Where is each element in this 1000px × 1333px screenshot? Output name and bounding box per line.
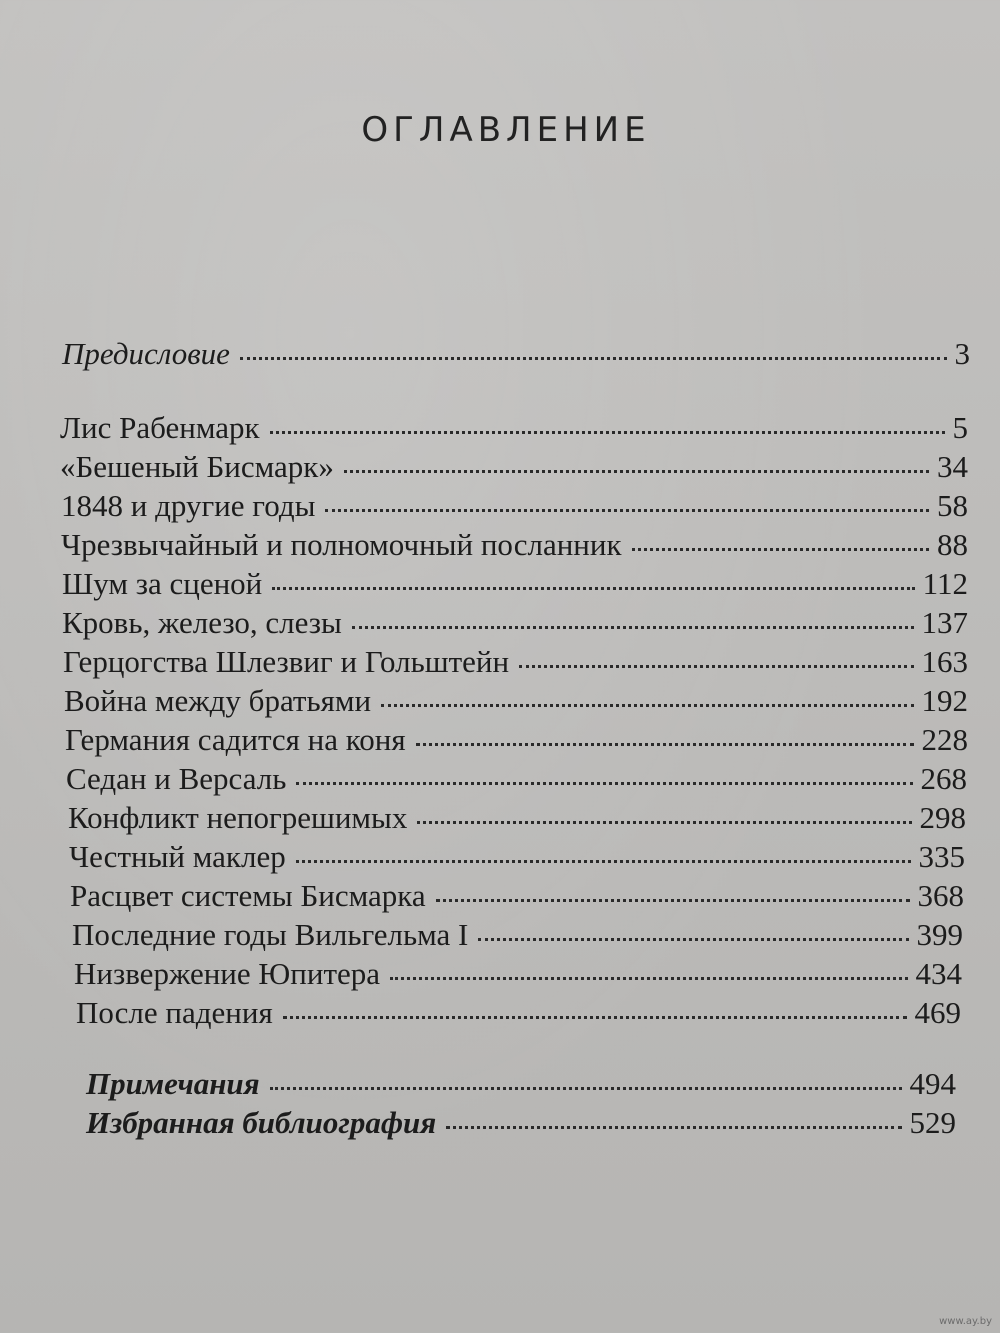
toc-entry <box>69 841 965 880</box>
toc-entry <box>76 997 961 1036</box>
toc-entry-title: Избранная библиография <box>86 1105 437 1140</box>
toc-entry-title: «Бешеный Бисмарк» <box>60 449 334 484</box>
dot-leader <box>283 1016 907 1019</box>
dot-leader <box>240 357 947 360</box>
toc-entry-title: Последние годы Вильгельма I <box>72 917 469 952</box>
dot-leader <box>446 1126 901 1129</box>
dot-leader <box>390 977 907 980</box>
appendix-group <box>86 1068 956 1146</box>
toc-entry-page: 399 <box>916 917 963 952</box>
toc-entry <box>70 880 964 919</box>
toc-entry-page: 469 <box>914 995 961 1030</box>
toc-entry-bibliography <box>86 1107 956 1146</box>
toc-heading: ОГЛАВЛЕНИЕ <box>361 110 651 150</box>
toc-entry-page: 494 <box>909 1066 956 1101</box>
toc-entry <box>60 451 968 490</box>
toc-entry-page: 3 <box>954 336 970 371</box>
toc-entry <box>65 724 968 763</box>
toc-entry <box>72 919 963 958</box>
dot-leader <box>352 626 914 629</box>
toc-entry-page: 335 <box>918 839 965 874</box>
toc-entry <box>68 802 966 841</box>
toc-entry-title: Кровь, железо, слезы <box>62 605 342 640</box>
toc-entry-title: После падения <box>76 995 273 1030</box>
toc-entry <box>62 568 968 607</box>
toc-entry-page: 529 <box>909 1105 956 1140</box>
toc-entry-title: Примечания <box>86 1066 260 1101</box>
dot-leader <box>296 782 912 785</box>
dot-leader <box>296 860 911 863</box>
toc-entry <box>62 607 968 646</box>
toc-entry-title: Низвержение Юпитера <box>74 956 381 991</box>
chapters-group <box>60 412 968 1036</box>
toc-entry-page: 368 <box>917 878 964 913</box>
toc-entry <box>61 529 968 568</box>
dot-leader <box>270 431 945 434</box>
toc-entry-page: 5 <box>952 410 968 445</box>
toc-entry-page: 192 <box>921 683 968 718</box>
toc-entry-title: 1848 и другие годы <box>61 488 316 523</box>
toc-entry-page: 58 <box>937 488 968 523</box>
dot-leader <box>478 938 908 941</box>
dot-leader <box>381 704 913 707</box>
dot-leader <box>632 548 929 551</box>
toc-entry-title: Честный маклер <box>69 839 286 874</box>
toc-entry-title: Война между братьями <box>64 683 372 718</box>
toc-entry-title: Чрезвычайный и полномочный посланник <box>61 527 622 562</box>
dot-leader <box>436 899 910 902</box>
toc-entry-title: Конфликт непогрешимых <box>68 800 408 835</box>
toc-entry-title: Расцвет системы Бисмарка <box>70 878 426 913</box>
toc-entry-title: Герцогства Шлезвиг и Гольштейн <box>63 644 510 679</box>
toc-entry-preface <box>62 338 970 377</box>
watermark: www.ay.by <box>939 1316 992 1327</box>
toc-entry-title: Седан и Версаль <box>66 761 287 796</box>
toc-entry-page: 137 <box>921 605 968 640</box>
preface-group <box>62 338 970 377</box>
toc-entry-page: 163 <box>921 644 968 679</box>
toc-entry <box>64 685 968 724</box>
toc-entry-page: 228 <box>921 722 968 757</box>
toc-entry-page: 88 <box>937 527 968 562</box>
toc-entry <box>63 646 968 685</box>
toc-entry-page: 112 <box>922 566 968 601</box>
toc-entry-title: Предисловие <box>62 336 230 371</box>
toc-entry-page: 434 <box>915 956 962 991</box>
toc-entry <box>66 763 967 802</box>
toc-entry-title: Германия садится на коня <box>65 722 406 757</box>
toc-entry <box>60 412 968 451</box>
dot-leader <box>344 470 929 473</box>
dot-leader <box>270 1087 902 1090</box>
toc-entry-page: 298 <box>919 800 966 835</box>
dot-leader <box>325 509 929 512</box>
dot-leader <box>417 821 911 824</box>
dot-leader <box>416 743 914 746</box>
toc-entry-page: 268 <box>920 761 967 796</box>
toc-entry-title: Лис Рабенмарк <box>60 410 260 445</box>
dot-leader <box>272 587 914 590</box>
dot-leader <box>519 665 913 668</box>
toc-entry-page: 34 <box>937 449 968 484</box>
toc-entry-notes <box>86 1068 956 1107</box>
toc-entry <box>61 490 968 529</box>
toc-entry-title: Шум за сценой <box>62 566 263 601</box>
toc-entry <box>74 958 962 997</box>
